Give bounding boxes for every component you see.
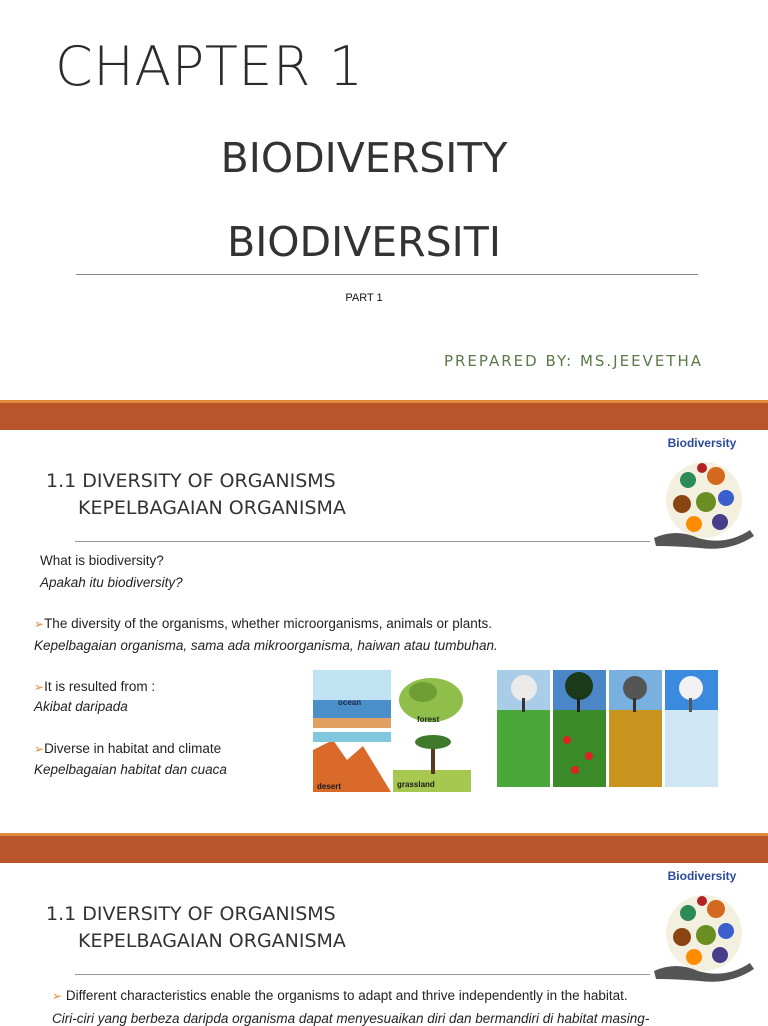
part-label: PART 1 <box>345 292 383 304</box>
biodiversity-logo-2 <box>646 869 758 989</box>
question-english: What is biodiversity? <box>40 553 164 568</box>
logo-text-2: Biodiversity <box>667 869 737 883</box>
bullet-habitat-malay: Kepelbagaian habitat dan cuaca <box>34 762 227 777</box>
bullet-diversity-text: The diversity of the organisms, whether microorganisms, animals or plants. <box>44 616 492 631</box>
bullet-diversity-malay: Kepelbagaian organisma, sama ada mikroorganisma, haiwan atau tumbuhan. <box>34 638 498 653</box>
section-heading-english-2: 1.1 DIVERSITY OF ORGANISMS <box>46 903 336 925</box>
habitat-label-forest: forest <box>417 715 440 724</box>
seasons-photo <box>497 670 718 787</box>
title-english: BIODIVERSITY <box>220 134 508 182</box>
section-divider <box>75 541 650 542</box>
arrow-bullet-icon: ➢ <box>34 742 45 756</box>
chapter-title: CHAPTER 1 <box>55 35 364 98</box>
section-heading-malay-2: KEPELBAGAIAN ORGANISMA <box>78 930 346 952</box>
habitat-label-desert: desert <box>317 782 342 791</box>
question-malay: Apakah itu biodiversity? <box>40 575 183 590</box>
bullet-resulted <box>34 679 155 694</box>
section-heading-english: 1.1 DIVERSITY OF ORGANISMS <box>46 470 336 492</box>
habitat-label-ocean: ocean <box>338 698 362 707</box>
bullet-characteristics <box>52 988 628 1003</box>
logo-text: Biodiversity <box>667 436 737 450</box>
section-divider-2 <box>75 974 650 975</box>
bullet-resulted-text: It is resulted from : <box>44 679 156 694</box>
prepared-by: PREPARED BY: MS.JEEVETHA <box>443 352 703 370</box>
section-heading-malay: KEPELBAGAIAN ORGANISMA <box>78 497 346 519</box>
bullet-characteristics-malay: Ciri-ciri yang berbeza daripda organisma dapat menyesuaikan diri dan bermandiri di habitat masing- <box>52 1011 650 1026</box>
arrow-bullet-icon: ➢ <box>34 617 45 631</box>
arrow-bullet-icon: ➢ <box>52 989 63 1003</box>
bullet-characteristics-text: Different characteristics enable the organisms to adapt and thrive independently in the habitat. <box>65 988 628 1003</box>
bullet-habitat-text: Diverse in habitat and climate <box>44 741 222 756</box>
arrow-bullet-icon: ➢ <box>34 680 45 694</box>
title-malay: BIODIVERSITI <box>227 218 501 266</box>
bullet-habitat <box>34 741 221 756</box>
bullet-diversity <box>34 616 492 631</box>
globe-hand-icon <box>646 883 758 985</box>
slide-separator-band <box>0 400 768 430</box>
slide-separator-band-2 <box>0 833 768 863</box>
title-divider <box>76 274 698 275</box>
globe-hand-icon <box>646 450 758 552</box>
biodiversity-logo <box>646 436 758 556</box>
bullet-resulted-malay: Akibat daripada <box>34 699 128 714</box>
habitat-illustration <box>313 670 471 792</box>
habitat-label-grassland: grassland <box>397 780 435 789</box>
